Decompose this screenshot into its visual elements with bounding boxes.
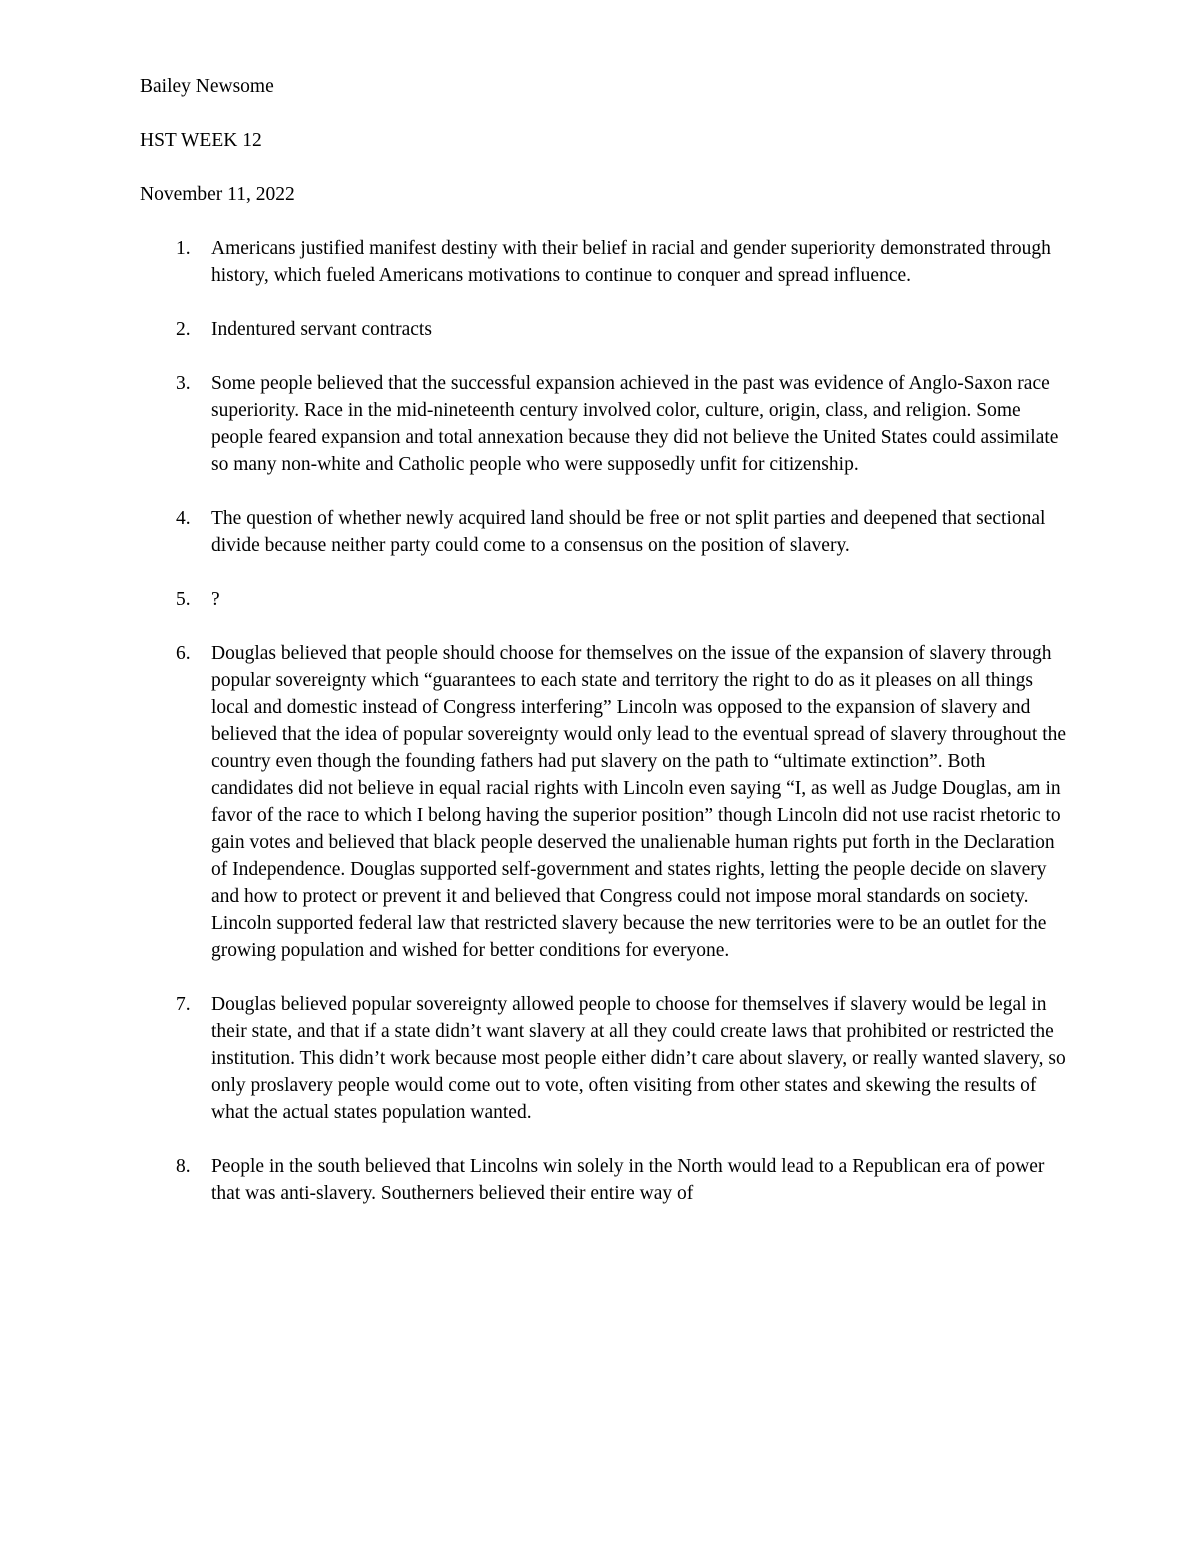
answer-text: Douglas believed popular sovereignty allowed people to choose for themselves if slavery would be legal in their state, and that if a state didn’t want slavery at all they could create laws that prohibited or restricted the institution. This didn’t work because most people either didn’t care about slavery, or really wanted slavery, so only proslavery people would come out to vote, often visiting from other states and skewing the results of what the actual states population wanted. <box>211 994 1066 1123</box>
answer-item-7 <box>140 991 1070 1126</box>
answer-text: People in the south believed that Lincolns win solely in the North would lead to a Republican era of power that was anti-slavery. Southerners believed their entire way of <box>211 1156 1045 1204</box>
answer-number: 2. <box>176 319 191 340</box>
answer-item-8 <box>140 1153 1070 1207</box>
answer-number: 3. <box>176 373 191 394</box>
answer-number: 6. <box>176 643 191 664</box>
answer-text: Indentured servant contracts <box>211 319 432 340</box>
answer-item-5 <box>140 586 1070 613</box>
answer-text: ? <box>211 589 220 610</box>
answer-text: The question of whether newly acquired land should be free or not split parties and deepened that sectional divide because neither party could come to a consensus on the position of slavery. <box>211 508 1046 556</box>
answer-number: 4. <box>176 508 191 529</box>
answer-item-2 <box>140 316 1070 343</box>
answer-number: 1. <box>176 238 191 259</box>
answer-text: Douglas believed that people should choose for themselves on the issue of the expansion of slavery through popular sovereignty which “guarantees to each state and territory the right to do as it pleases on all things local and domestic instead of Congress interfering” Lincoln was opposed to the expansion of slavery and believed that the idea of popular sovereignty would only lead to the eventual spread of slavery throughout the country even though the founding fathers had put slavery on the path to “ultimate extinction”. Both candidates did not believe in equal racial rights with Lincoln even saying “I, as well as Judge Douglas, am in favor of the race to which I belong having the superior position” though Lincoln did not use racist rhetoric to gain votes and believed that black people deserved the unalienable human rights put forth in the Declaration of Independence. Douglas supported self-government and states rights, letting the people decide on slavery and how to protect or prevent it and believed that Congress could not impose moral standards on society. Lincoln supported federal law that restricted slavery because the new territories were to be an outlet for the growing population and wished for better conditions for everyone. <box>211 643 1067 961</box>
answer-text: Some people believed that the successful expansion achieved in the past was evidence of Anglo-Saxon race superiority. Race in the mid-nineteenth century involved color, culture, origin, class, and religion. Some people feared expansion and total annexation because they did not believe the United States could assimilate so many non-white and Catholic people who were supposedly unfit for citizenship. <box>211 373 1059 475</box>
answer-number: 5. <box>176 589 191 610</box>
author-name: Bailey Newsome <box>140 76 274 97</box>
answer-item-1 <box>140 235 1070 289</box>
document-date: November 11, 2022 <box>140 184 295 205</box>
answer-item-6 <box>140 640 1070 964</box>
answer-item-4 <box>140 505 1070 559</box>
answer-number: 8. <box>176 1156 191 1177</box>
course-title: HST WEEK 12 <box>140 130 262 151</box>
answer-item-3 <box>140 370 1070 478</box>
answer-list <box>140 235 1070 1234</box>
answer-number: 7. <box>176 994 191 1015</box>
answer-text: Americans justified manifest destiny with their belief in racial and gender superiority demonstrated through history, which fueled Americans motivations to continue to conquer and spread influence. <box>211 238 1051 286</box>
